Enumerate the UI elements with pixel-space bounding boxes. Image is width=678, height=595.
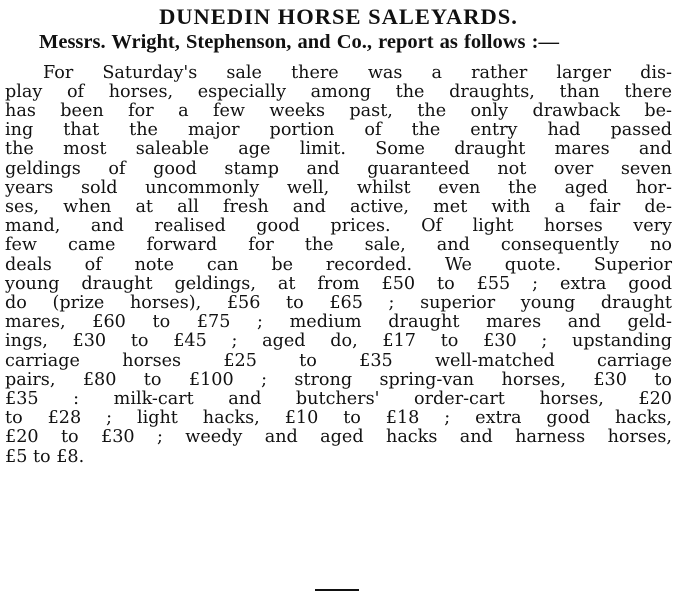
body-line: mares, £60 to £75 ; medium draught mares and geld- <box>5 312 672 333</box>
section-divider <box>315 589 359 591</box>
body-line: to £28 ; light hacks, £10 to £18 ; extra good hacks, <box>5 408 672 429</box>
body-line: £20 to £30 ; weedy and aged hacks and harness horses, <box>5 427 672 448</box>
body-line: do (prize horses), £56 to £65 ; superior young draught <box>5 292 672 313</box>
body-line: geldings of good stamp and guaranteed not over seven <box>5 158 672 179</box>
body-line: For Saturday's sale there was a rather larger dis- <box>43 62 672 83</box>
article-intro: Messrs. Wright, Stephenson, and Co., report as follows :— <box>39 31 559 53</box>
body-line: young draught geldings, at from £50 to £55 ; extra good <box>5 273 672 294</box>
body-line: £35 : milk-cart and butchers' order-cart horses, £20 <box>5 388 672 409</box>
body-line: play of horses, especially among the draughts, than there <box>5 81 672 102</box>
body-line: years sold uncommonly well, whilst even the aged hor- <box>5 177 672 198</box>
article-headline: DUNEDIN HORSE SALEYARDS. <box>159 4 518 29</box>
body-line: pairs, £80 to £100 ; strong spring-van horses, £30 to <box>5 369 672 390</box>
body-line: ses, when at all fresh and active, met with a fair de- <box>5 196 672 217</box>
body-line: ing that the major portion of the entry had passed <box>5 120 672 141</box>
body-line: carriage horses £25 to £35 well-matched carriage <box>5 350 672 371</box>
body-line: deals of note can be recorded. We quote. Superior <box>5 254 672 275</box>
article-body <box>5 64 672 467</box>
body-line: the most saleable age limit. Some draught mares and <box>5 139 672 160</box>
body-line: ings, £30 to £45 ; aged do, £17 to £30 ; upstanding <box>5 331 672 352</box>
body-line: £5 to £8. <box>5 446 85 467</box>
body-line: few came forward for the sale, and consequently no <box>5 235 672 256</box>
body-line: has been for a few weeks past, the only drawback be- <box>5 100 672 121</box>
body-line: mand, and realised good prices. Of light horses very <box>5 216 672 237</box>
